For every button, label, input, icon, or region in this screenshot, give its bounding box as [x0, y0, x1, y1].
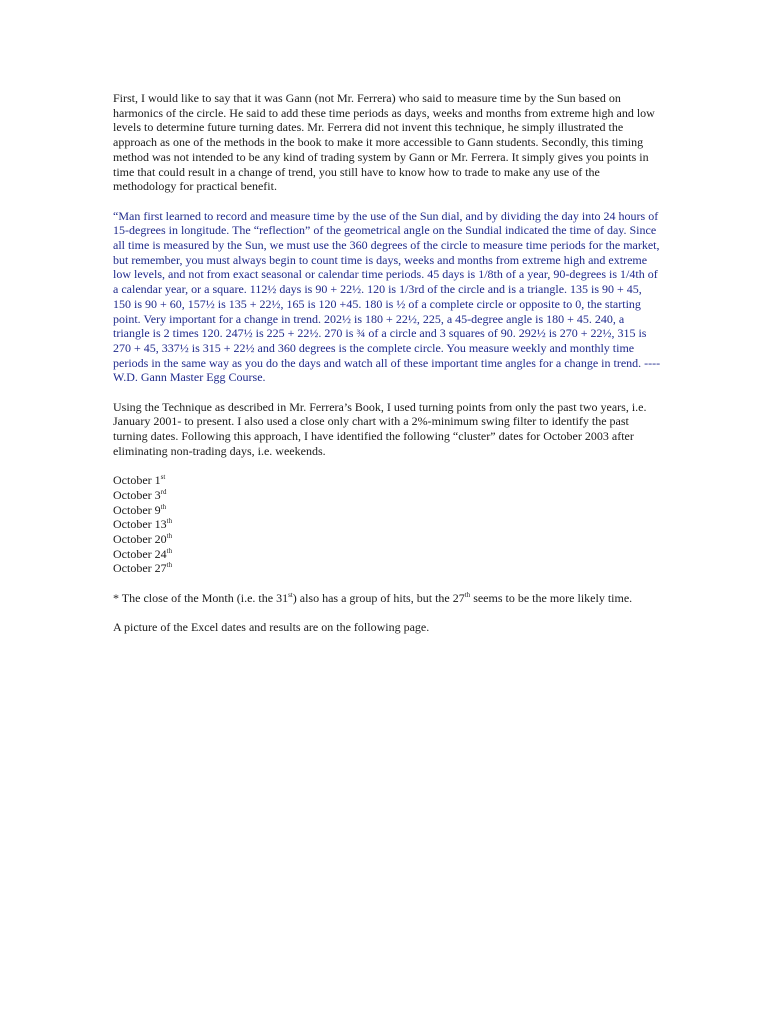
list-item: October 27th: [113, 561, 173, 576]
list-item: October 3rd: [113, 487, 167, 502]
intro-paragraph: First, I would like to say that it was Gann (not Mr. Ferrera) who said to measure time by the Sun based on harmonics of the circle. He said to add these time periods as days, weeks and months from extreme high and low levels to determine future turning dates. Mr. Ferrera did not invent this technique, he simply illustrated the approach as one of the methods in the book to make it more accessible to Gann students. Secondly, this timing method was not intended to be any kind of trading system by Gann or Mr. Ferrera. It simply gives you points in time that could result in a change of trend, you still have to know how to trade to make any use of the methodology for practical benefit.: [113, 91, 655, 194]
closing-paragraph: A picture of the Excel dates and results are on the following page.: [113, 620, 430, 635]
cluster-date-list: [113, 473, 661, 576]
technique-paragraph: Using the Technique as described in Mr. Ferrera’s Book, I used turning points from only the past two years, i.e. January 2001- to present. I also used a close only chart with a 2%-minimum swing filter to identify the past turning dates. Following this approach, I have identified the following “cluster” dates for October 2003 after eliminating non-trading days, i.e. weekends.: [113, 399, 647, 458]
month-close-note: * The close of the Month (i.e. the 31st) also has a group of hits, but the 27th seems to be the more likely time.: [113, 590, 633, 605]
list-item: October 20th: [113, 532, 173, 547]
list-item: October 9th: [113, 502, 167, 517]
document-page: [113, 91, 661, 650]
gann-quote-paragraph: “Man first learned to record and measure time by the use of the Sun dial, and by dividing the day into 24 hours of 15-degrees in longitude. The “reflection” of the geometrical angle on the Sundial indicated the time of day. Since all time is measured by the Sun, we must use the 360 degrees of the circle to measure time periods for the market, but remember, you must always begin to count time is days, weeks and months from extreme high and extreme low levels, and not from exact seasonal or calendar time periods. 45 days is 1/8th of a year, 90-degrees is 1/4th of a calendar year, or a square. 112½ days is 90 + 22½. 120 is 1/3rd of the circle and is a triangle. 135 is 90 + 45, 150 is 90 + 60, 157½ is 135 + 22½, 165 is 120 +45. 180 is ½ of a complete circle or opposite to 0, the starting point. Very important for a change in trend. 202½ is 180 + 22½, 225, a 45-degree angle is 180 + 45. 240, a triangle is 2 times 120. 247½ is 225 + 22½. 270 is ¾ of a circle and 3 squares of 90. 292½ is 270 + 22½, 315 is 270 + 45, 337½ is 315 + 22½ and 360 degrees is the complete circle. You measure weekly and monthly time periods in the same way as you do the days and watch all of these important time angles for a change in trend. ----W.D. Gann Master Egg Course.: [113, 208, 661, 385]
list-item: October 13th: [113, 517, 173, 532]
list-item: October 24th: [113, 546, 173, 561]
list-item: October 1st: [113, 473, 166, 488]
